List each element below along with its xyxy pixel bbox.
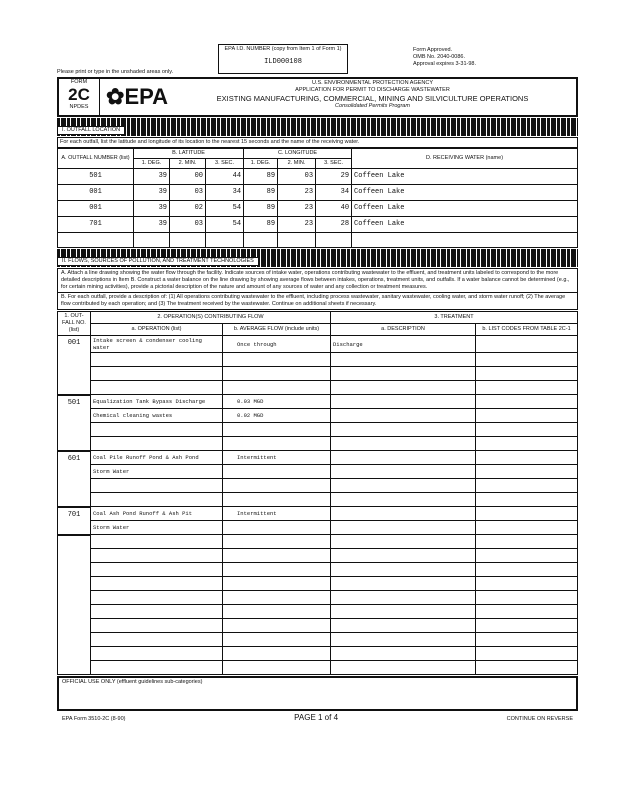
treatment-description[interactable] — [331, 507, 476, 521]
outfall-row — [58, 217, 578, 233]
flow-row — [58, 479, 578, 493]
operation[interactable]: Chemical cleaning wastes — [91, 409, 223, 423]
average-flow[interactable] — [223, 479, 331, 493]
outfall-row — [58, 201, 578, 217]
flow-row-empty — [58, 661, 578, 675]
empty-cell[interactable] — [58, 233, 134, 248]
empty-cell[interactable] — [223, 633, 331, 647]
treatment-codes[interactable] — [476, 465, 578, 479]
empty-cell[interactable] — [476, 619, 578, 633]
treatment-codes[interactable] — [476, 336, 578, 353]
col-description: a. DESCRIPTION — [331, 324, 476, 336]
epa-id-label: EPA I.D. NUMBER (copy from Item 1 of Form 1) — [224, 46, 342, 52]
treatment-codes[interactable] — [476, 395, 578, 409]
col-operations: 2. OPERATION(S) CONTRIBUTING FLOW — [91, 312, 331, 324]
form-header — [57, 77, 578, 117]
approval-info — [413, 47, 476, 68]
coordinate-value[interactable]: 03 — [278, 169, 316, 185]
empty-cell[interactable] — [476, 577, 578, 591]
empty-cell[interactable] — [91, 619, 223, 633]
operation[interactable] — [91, 493, 223, 507]
col-outfall: A. OUTFALL NUMBER (list) — [58, 149, 134, 169]
empty-cell[interactable] — [223, 619, 331, 633]
form-label: FORM — [70, 79, 88, 85]
coordinate-value[interactable]: 54 — [206, 217, 244, 233]
empty-cell[interactable] — [331, 633, 476, 647]
treatment-codes[interactable] — [476, 381, 578, 395]
flow-row-empty — [58, 577, 578, 591]
empty-cell[interactable] — [223, 661, 331, 675]
app-title: APPLICATION FOR PERMIT TO DISCHARGE WASTEWATER — [295, 87, 450, 93]
epa-logo — [106, 85, 168, 109]
logo-text: EPA — [124, 84, 169, 109]
average-flow[interactable] — [223, 381, 331, 395]
treatment-codes[interactable] — [476, 521, 578, 535]
instruction: Please print or type in the unshaded areas only. — [57, 69, 174, 75]
outfall-no[interactable]: 501 — [58, 395, 91, 451]
receiving-water[interactable]: Coffeen Lake — [352, 217, 578, 233]
outfall-no[interactable]: 601 — [58, 451, 91, 507]
empty-cell[interactable] — [91, 633, 223, 647]
operation[interactable]: Intake screen & condenser cooling water — [91, 336, 223, 353]
flow-row — [58, 395, 578, 409]
treatment-description[interactable]: Discharge — [331, 336, 476, 353]
average-flow[interactable] — [223, 465, 331, 479]
treatment-codes[interactable] — [476, 479, 578, 493]
treatment-description[interactable] — [331, 423, 476, 437]
footer-page: PAGE 1 of 4 — [294, 713, 339, 722]
section2-para-a: A. Attach a line drawing showing the water flow through the facility. Indicate sources of intake water, operations contributing wastewater to the effluent, and treatment units labeled to correspond to the more detailed descriptions in Item B. Construct a water balance on the line drawing by showing average flows between intakes, operations, treatment units, and outfalls. If a water balance cannot be determined (e.g., for certain mining activities), provide a pictorial description of the nature and amount of any sources of water and any collection or treatment measures. — [57, 268, 578, 293]
empty-cell[interactable] — [331, 577, 476, 591]
coordinate-value[interactable]: 03 — [170, 217, 206, 233]
section1-title: I. OUTFALL LOCATION — [57, 126, 125, 135]
col-average-flow: b. AVERAGE FLOW (include units) — [223, 324, 331, 336]
form-number: 2C — [68, 85, 90, 104]
coordinate-value[interactable]: 39 — [134, 185, 170, 201]
coordinate-value[interactable]: 39 — [134, 201, 170, 217]
flow-row-empty — [58, 549, 578, 563]
treatment-codes[interactable] — [476, 409, 578, 423]
empty-cell[interactable] — [223, 591, 331, 605]
treatment-description[interactable] — [331, 395, 476, 409]
treatment-description[interactable] — [331, 521, 476, 535]
empty-cell[interactable] — [58, 535, 91, 675]
col-codes: b. LIST CODES FROM TABLE 2C-1 — [476, 324, 578, 336]
empty-cell[interactable] — [331, 605, 476, 619]
empty-cell[interactable] — [476, 535, 578, 549]
col-long-min: 2. MIN. — [278, 159, 316, 169]
treatment-codes[interactable] — [476, 437, 578, 451]
col-operation: a. OPERATION (list) — [91, 324, 223, 336]
ops-title: EXISTING MANUFACTURING, COMMERCIAL, MINING AND SILVICULTURE OPERATIONS — [216, 94, 529, 103]
operation[interactable]: Coal Ash Pond Runoff & Ash Pit — [91, 507, 223, 521]
average-flow[interactable] — [223, 423, 331, 437]
col-outfall-no: 1. OUT-FALL NO. (list) — [58, 312, 91, 336]
empty-cell[interactable] — [134, 233, 170, 248]
treatment-codes[interactable] — [476, 423, 578, 437]
flow-row-empty — [58, 591, 578, 605]
empty-cell[interactable] — [476, 661, 578, 675]
treatment-codes[interactable] — [476, 451, 578, 465]
average-flow[interactable]: 0.03 MGD — [223, 395, 331, 409]
operation[interactable] — [91, 367, 223, 381]
flow-row — [58, 493, 578, 507]
operation[interactable] — [91, 381, 223, 395]
empty-cell[interactable] — [223, 549, 331, 563]
flow-row — [58, 336, 578, 353]
treatment-description[interactable] — [331, 479, 476, 493]
treatment-codes[interactable] — [476, 493, 578, 507]
coordinate-value[interactable]: 28 — [316, 217, 352, 233]
empty-cell[interactable] — [223, 563, 331, 577]
treatment-codes[interactable] — [476, 367, 578, 381]
col-latitude: B. LATITUDE — [134, 149, 244, 159]
coordinate-value[interactable]: 34 — [316, 185, 352, 201]
empty-cell[interactable] — [331, 619, 476, 633]
flow-row — [58, 381, 578, 395]
empty-cell[interactable] — [316, 233, 352, 248]
empty-cell[interactable] — [223, 605, 331, 619]
empty-cell[interactable] — [278, 233, 316, 248]
flow-row — [58, 437, 578, 451]
coordinate-value[interactable]: 89 — [244, 169, 278, 185]
outfall-number[interactable]: 501 — [58, 169, 134, 185]
empty-cell[interactable] — [331, 549, 476, 563]
outfall-row-empty — [58, 233, 578, 248]
empty-cell[interactable] — [244, 233, 278, 248]
empty-cell[interactable] — [170, 233, 206, 248]
footer-form: EPA Form 3510-2C (8-90) — [62, 716, 126, 722]
empty-cell[interactable] — [223, 577, 331, 591]
outfall-row — [58, 185, 578, 201]
treatment-description[interactable] — [331, 437, 476, 451]
empty-cell[interactable] — [91, 661, 223, 675]
approval-line: OMB No. 2040-0086. — [413, 54, 465, 60]
flow-row — [58, 409, 578, 423]
col-lat-deg: 1. DEG. — [134, 159, 170, 169]
outfall-number[interactable]: 001 — [58, 185, 134, 201]
flow-row — [58, 423, 578, 437]
receiving-water[interactable]: Coffeen Lake — [352, 185, 578, 201]
section2-bar — [57, 249, 578, 267]
treatment-description[interactable] — [331, 451, 476, 465]
footer-continue: CONTINUE ON REVERSE — [506, 716, 573, 722]
outfall-row — [58, 169, 578, 185]
section2-title: II. FLOWS, SOURCES OF POLLUTION, AND TREATMENT TECHNOLOGIES — [57, 257, 259, 266]
flow-row — [58, 465, 578, 479]
col-longitude: C. LONGITUDE — [244, 149, 352, 159]
section1-bar — [57, 118, 578, 136]
treatment-description[interactable] — [331, 409, 476, 423]
flow-row — [58, 507, 578, 521]
empty-cell[interactable] — [476, 605, 578, 619]
flow-row-empty — [58, 647, 578, 661]
operation[interactable] — [91, 437, 223, 451]
official-use-box: OFFICIAL USE ONLY (effluent guidelines sub-categories) — [57, 676, 578, 711]
form-body — [57, 77, 578, 723]
col-long-sec: 3. SEC. — [316, 159, 352, 169]
section1-instruction: For each outfall, list the latitude and longitude of its location to the nearest 15 seconds and the name of the receiving water. — [57, 137, 578, 148]
empty-cell[interactable] — [206, 233, 244, 248]
operation[interactable]: Storm Water — [91, 465, 223, 479]
empty-cell[interactable] — [91, 563, 223, 577]
form-sub: NPDES — [69, 104, 89, 110]
treatment-description[interactable] — [331, 353, 476, 367]
empty-cell[interactable] — [331, 535, 476, 549]
coordinate-value[interactable]: 23 — [278, 201, 316, 217]
empty-cell[interactable] — [476, 647, 578, 661]
footer — [57, 711, 578, 723]
operation[interactable] — [91, 353, 223, 367]
coordinate-value[interactable]: 34 — [206, 185, 244, 201]
average-flow[interactable] — [223, 493, 331, 507]
treatment-codes[interactable] — [476, 507, 578, 521]
average-flow[interactable] — [223, 521, 331, 535]
treatment-description[interactable] — [331, 493, 476, 507]
coordinate-value[interactable]: 89 — [244, 201, 278, 217]
epa-id-box — [218, 44, 348, 74]
empty-cell[interactable] — [331, 661, 476, 675]
empty-cell[interactable] — [331, 647, 476, 661]
section2-para-b: B. For each outfall, provide a description of: (1) All operations contributing wastewater to the effluent, including process wastewater, sanitary wastewater, cooling water, and storm water runoff; (2) The average flow contributed by each operation; and (3) The treatment received by the wastewater. Continue on additional sheets if necessary. — [57, 293, 578, 310]
flow-row-empty — [58, 563, 578, 577]
outfall-number[interactable]: 701 — [58, 217, 134, 233]
empty-cell[interactable] — [91, 535, 223, 549]
coordinate-value[interactable]: 39 — [134, 217, 170, 233]
empty-cell[interactable] — [331, 591, 476, 605]
col-lat-min: 2. MIN. — [170, 159, 206, 169]
empty-cell[interactable] — [223, 647, 331, 661]
coordinate-value[interactable]: 39 — [134, 169, 170, 185]
program: Consolidated Permits Program — [335, 103, 410, 109]
epa-flower-icon: ✿ — [106, 84, 125, 109]
empty-cell[interactable] — [91, 577, 223, 591]
agency: U.S. ENVIRONMENTAL PROTECTION AGENCY — [311, 80, 434, 86]
flow-row — [58, 353, 578, 367]
col-long-deg: 1. DEG. — [244, 159, 278, 169]
coordinate-value[interactable]: 54 — [206, 201, 244, 217]
empty-cell[interactable] — [476, 591, 578, 605]
col-treatment: 3. TREATMENT — [331, 312, 578, 324]
outfall-no[interactable]: 701 — [58, 507, 91, 535]
receiving-water[interactable]: Coffeen Lake — [352, 169, 578, 185]
flow-row — [58, 521, 578, 535]
coordinate-value[interactable]: 00 — [170, 169, 206, 185]
flow-row-empty — [58, 633, 578, 647]
average-flow[interactable] — [223, 353, 331, 367]
coordinate-value[interactable]: 03 — [170, 185, 206, 201]
approval-line: Approval expires 3-31-98. — [413, 61, 476, 67]
operation[interactable] — [91, 479, 223, 493]
coordinate-value[interactable]: 23 — [278, 217, 316, 233]
operation[interactable] — [91, 423, 223, 437]
average-flow[interactable]: Once through — [223, 336, 331, 353]
empty-cell[interactable] — [352, 233, 578, 248]
col-receiving-water: D. RECEIVING WATER (name) — [352, 149, 578, 169]
average-flow[interactable]: Intermittent — [223, 451, 331, 465]
treatment-codes[interactable] — [476, 353, 578, 367]
empty-cell[interactable] — [476, 549, 578, 563]
outfall-location-table — [57, 148, 578, 248]
empty-cell[interactable] — [91, 591, 223, 605]
flow-row-empty — [58, 535, 578, 549]
empty-cell[interactable] — [91, 605, 223, 619]
coordinate-value[interactable]: 40 — [316, 201, 352, 217]
flow-row — [58, 367, 578, 381]
coordinate-value[interactable]: 02 — [170, 201, 206, 217]
operation[interactable]: Coal Pile Runoff Pond & Ash Pond — [91, 451, 223, 465]
empty-cell[interactable] — [331, 563, 476, 577]
average-flow[interactable]: 0.02 MGD — [223, 409, 331, 423]
flow-row — [58, 451, 578, 465]
flow-row-empty — [58, 605, 578, 619]
empty-cell[interactable] — [223, 535, 331, 549]
outfall-number[interactable]: 001 — [58, 201, 134, 217]
receiving-water[interactable]: Coffeen Lake — [352, 201, 578, 217]
col-lat-sec: 3. SEC. — [206, 159, 244, 169]
coordinate-value[interactable]: 29 — [316, 169, 352, 185]
epa-id-value[interactable]: ILD000108 — [264, 58, 302, 66]
outfall-no[interactable]: 001 — [58, 336, 91, 395]
treatment-description[interactable] — [331, 367, 476, 381]
empty-cell[interactable] — [91, 647, 223, 661]
coordinate-value[interactable]: 89 — [244, 185, 278, 201]
approval-line: Form Approved. — [413, 47, 453, 53]
average-flow[interactable]: Intermittent — [223, 507, 331, 521]
empty-cell[interactable] — [91, 549, 223, 563]
coordinate-value[interactable]: 23 — [278, 185, 316, 201]
operation[interactable]: Storm Water — [91, 521, 223, 535]
operation[interactable]: Equalization Tank Bypass Discharge — [91, 395, 223, 409]
average-flow[interactable] — [223, 367, 331, 381]
empty-cell[interactable] — [476, 563, 578, 577]
flows-table — [57, 311, 578, 675]
treatment-description[interactable] — [331, 465, 476, 479]
coordinate-value[interactable]: 44 — [206, 169, 244, 185]
treatment-description[interactable] — [331, 381, 476, 395]
average-flow[interactable] — [223, 437, 331, 451]
flow-row-empty — [58, 619, 578, 633]
coordinate-value[interactable]: 89 — [244, 217, 278, 233]
empty-cell[interactable] — [476, 633, 578, 647]
